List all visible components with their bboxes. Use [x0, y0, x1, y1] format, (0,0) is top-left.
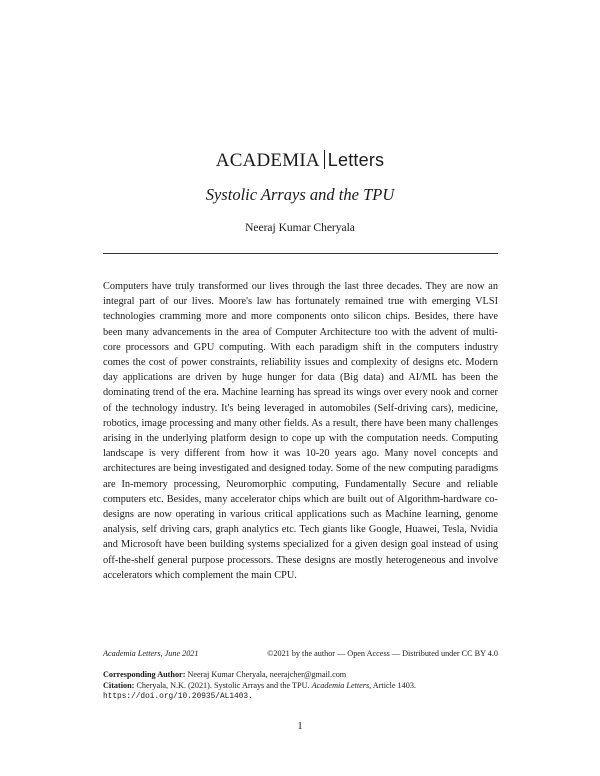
corresponding-author: [103, 670, 503, 681]
citation: [103, 681, 503, 692]
doi-line: [103, 691, 503, 703]
footer-license: ©2021 by the author — Open Access — Distributed under CC BY 4.0: [267, 649, 498, 658]
citation-journal: Academia Letters: [311, 680, 370, 690]
article-author: Neeraj Kumar Cheryala: [245, 222, 355, 234]
journal-masthead: [0, 148, 600, 173]
citation-label: Citation:: [103, 680, 135, 690]
article-title: Systolic Arrays and the TPU: [205, 185, 395, 204]
citation-suffix: , Article 1403.: [369, 680, 416, 690]
citation-prefix: Cheryala, N.K. (2021). Systolic Arrays and the TPU.: [136, 680, 310, 690]
footer-line: [103, 648, 498, 659]
footer-venue: Academia Letters, June 2021: [103, 649, 199, 658]
doi-link[interactable]: https://doi.org/10.20935/AL1403.: [103, 693, 253, 701]
corresponding-value[interactable]: Neeraj Kumar Cheryala, neerajcher@gmail.com: [187, 670, 347, 679]
article-body: Computers have truly transformed our lives through the last three decades. They are now an integral part of our lives. Moore's law has fortunately remained true with emerging VLSI technologies cramming more and more components onto silicon chips. Besides, there have been many advancements in the area of Computer Architecture too with the advent of multi-core processors and GPU computing. With each paradigm shift in the computers industry comes the cost of power constraints, reliability issues and complexity of designs etc. Modern day applications are driven by huge hunger for data (Big data) and AI/ML has been the dominating trend of the era. Machine learning has spread its wings over every nook and corner of the technology industry. It's being leveraged in automobiles (Self-driving cars), medicine, robotics, image processing and many other fields. As a result, there have been many challenges arising in the underlying platform design to cope up with the computation needs. Computing landscape is very different from how it was 10-20 years ago. Many novel concepts and architectures are being investigated and designed today. Some of the new computing paradigms are In-memory processing, Neuromorphic computing, Fundamentally Secure and reliable computers etc. Besides, many accelerator chips which are built out of Algorithm-hardware co-designs are now operating in various critical applications such as Machine learning, genome analysis, self driving cars, graph analytics etc. Tech giants like Google, Huawei, Tesla, Nvidia and Microsoft have been building systems specialized for a given design goal instead of using off-the-shelf general purpose processors. These designs are mostly heterogeneous and involve accelerators which complement the main CPU.: [103, 281, 498, 581]
corresponding-label: Corresponding Author:: [103, 670, 186, 679]
page-number: 1: [297, 721, 303, 732]
journal-section: Letters: [327, 150, 385, 170]
article-meta: [103, 670, 503, 703]
journal-brand: ACADEMIA: [215, 150, 320, 171]
header-rule: [103, 253, 498, 254]
masthead-divider: [324, 150, 325, 169]
